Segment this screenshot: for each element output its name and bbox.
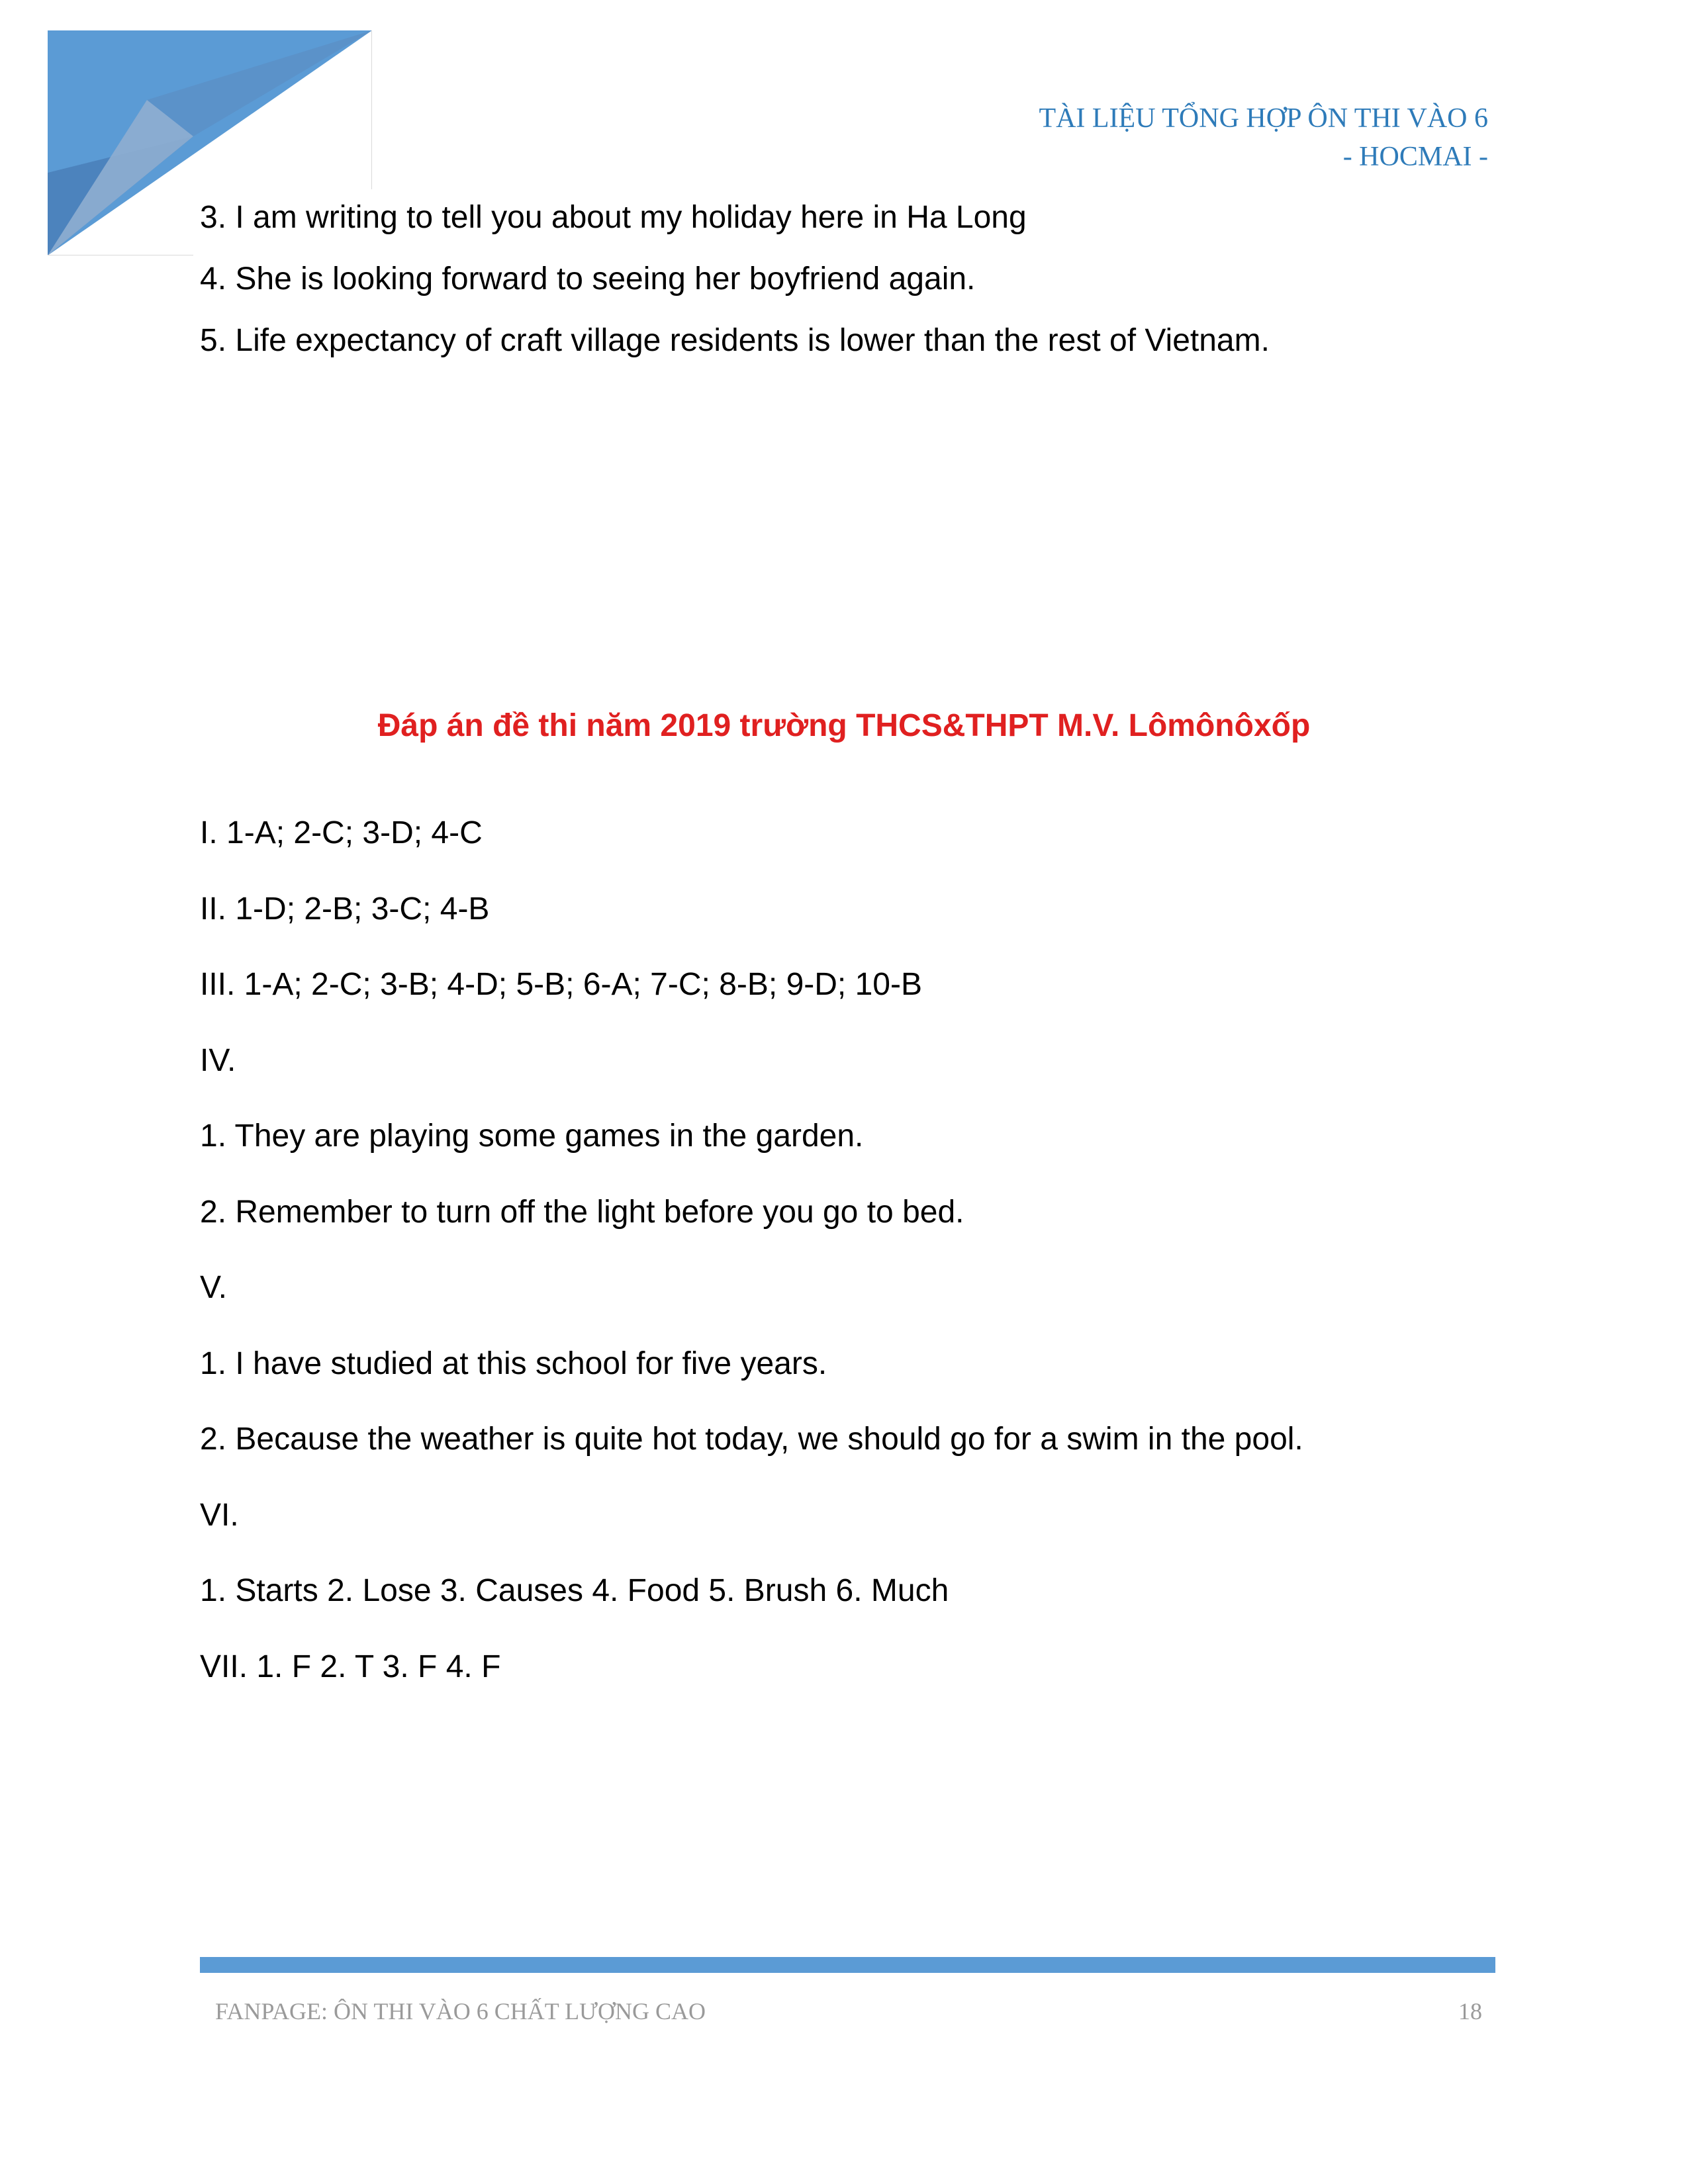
text-line: 5. Life expectancy of craft village residents is lower than the rest of Vietnam. <box>200 323 1270 358</box>
answer-line: I. 1-A; 2-C; 3-D; 4-C <box>200 815 483 850</box>
page-header <box>1039 99 1488 176</box>
footer-fanpage-text: FANPAGE: ÔN THI VÀO 6 CHẤT LƯỢNG CAO <box>215 1998 706 2025</box>
text-line: 4. She is looking forward to seeing her boyfriend again. <box>200 261 976 296</box>
answer-line: II. 1-D; 2-B; 3-C; 4-B <box>200 891 490 927</box>
answer-line: 1. Starts 2. Lose 3. Causes 4. Food 5. Brush 6. Much <box>200 1573 949 1608</box>
answer-line: IV. <box>200 1042 236 1078</box>
text-line: 3. I am writing to tell you about my holiday here in Ha Long <box>200 200 1027 235</box>
answer-line: V. <box>200 1270 227 1305</box>
answer-line: III. 1-A; 2-C; 3-B; 4-D; 5-B; 6-A; 7-C; 8-B; 9-D; 10-B <box>200 967 922 1002</box>
answer-line: 1. I have studied at this school for five years. <box>200 1345 827 1381</box>
footer-divider-bar <box>200 1957 1495 1973</box>
answer-line: VII. 1. F 2. T 3. F 4. F <box>200 1649 501 1684</box>
answer-line: VI. <box>200 1497 239 1533</box>
continued-answer-lines <box>200 200 1524 385</box>
answer-line: 2. Remember to turn off the light before you go to bed. <box>200 1194 964 1230</box>
answer-list <box>200 815 1524 1725</box>
page-number: 18 <box>1458 1998 1482 2025</box>
answer-line: 2. Because the weather is quite hot today, we should go for a swim in the pool. <box>200 1422 1303 1457</box>
answer-line: 1. They are playing some games in the garden. <box>200 1118 864 1154</box>
header-subtitle: - HOCMAI - <box>1342 142 1488 172</box>
header-title: TÀI LIỆU TỔNG HỢP ÔN THI VÀO 6 <box>1039 103 1488 134</box>
answer-section-title: Đáp án đề thi năm 2019 trường THCS&THPT M.V. Lômônôxốp <box>377 708 1311 743</box>
